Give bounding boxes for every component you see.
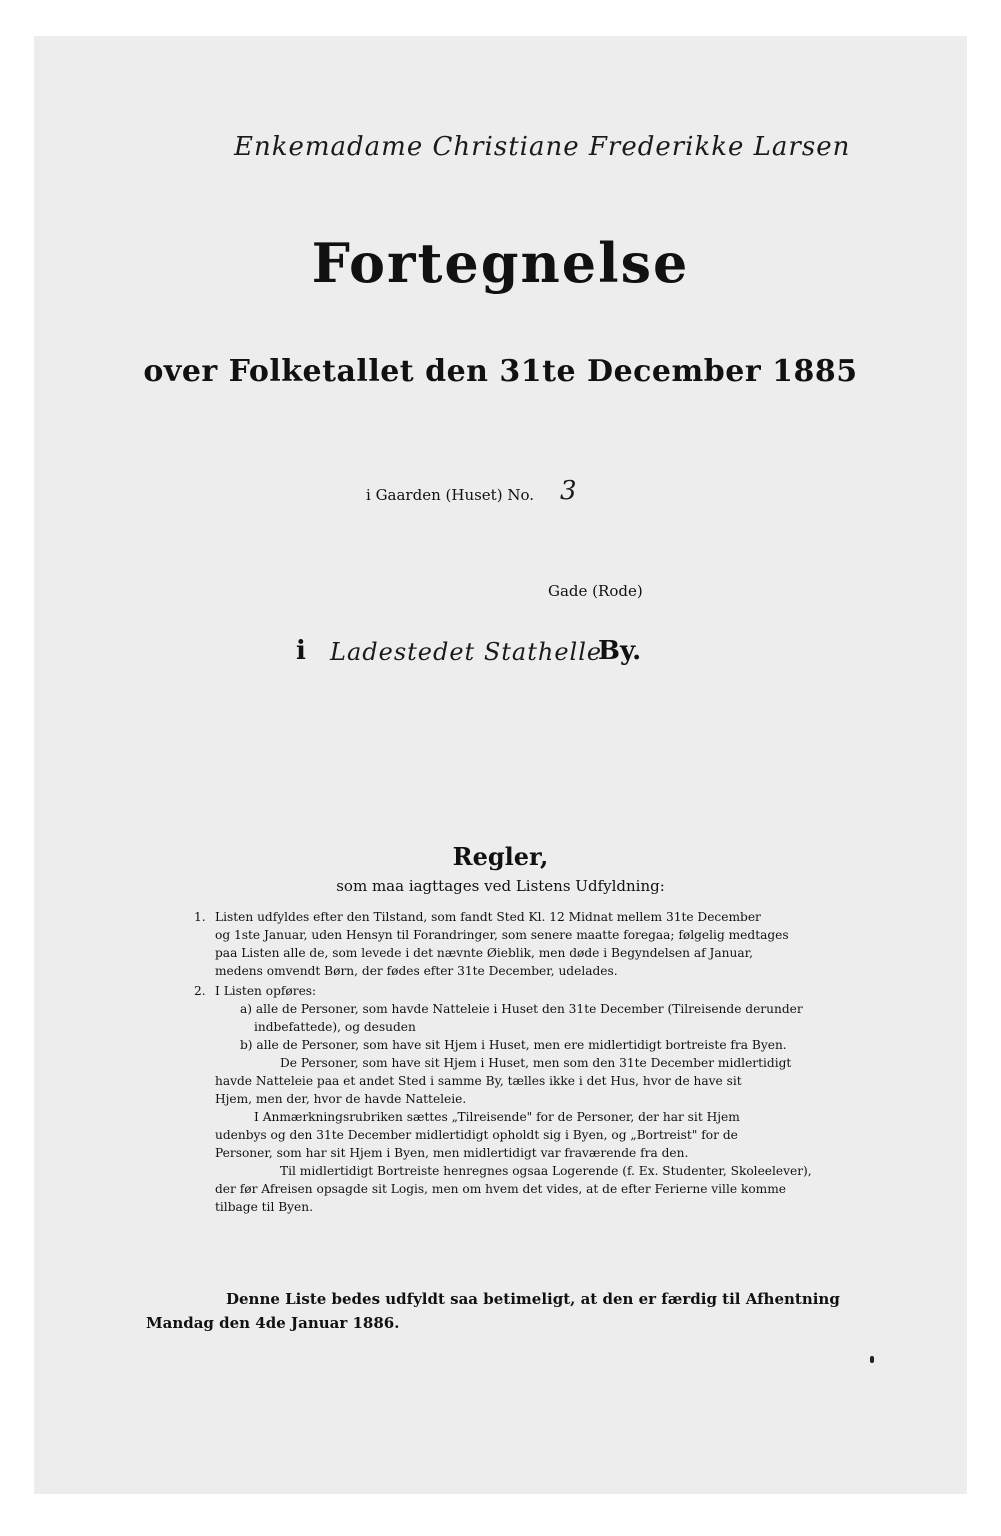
city-suffix: By. <box>598 636 642 666</box>
ink-speck <box>870 1356 874 1363</box>
rule-paragraph-line: Personer, som har sit Hjem i Byen, men midlertidigt var fraværende fra den. <box>215 1146 689 1160</box>
rule-1-number: 1. <box>194 910 206 924</box>
form-title: Fortegnelse <box>311 231 690 295</box>
gade-label: Gade (Rode) <box>548 582 643 600</box>
handwritten-house-no: 3 <box>560 476 578 506</box>
rule-paragraph-line: Hjem, men der, hvor de havde Natteleie. <box>215 1092 467 1106</box>
rule-paragraph-line: tilbage til Byen. <box>215 1200 313 1214</box>
city-prefix: i <box>296 636 306 666</box>
rule-paragraph-line: Til midlertidigt Bortreiste henregnes ogsaa Logerende (f. Ex. Studenter, Skoleelever), <box>280 1164 812 1178</box>
rule-paragraph-line: udenbys og den 31te December midlertidigt opholdt sig i Byen, og „Bortreist" for de <box>215 1128 738 1142</box>
footer-line: Denne Liste bedes udfyldt saa betimeligt, at den er færdig til Afhentning <box>226 1290 840 1308</box>
rules-subtitle: som maa iagttages ved Listens Udfyldning: <box>336 877 665 895</box>
rule-2a-line: a) alle de Personer, som havde Natteleie i Huset den 31te December (Tilreisende derunder <box>240 1002 803 1016</box>
handwritten-city: Ladestedet Stathelle <box>330 638 603 666</box>
rule-2b-line: b) alle de Personer, som have sit Hjem i Huset, men ere midlertidigt bortreiste fra Byen. <box>240 1038 787 1052</box>
rule-1-line: medens omvendt Børn, der fødes efter 31te December, udelades. <box>215 964 618 978</box>
census-form-page <box>34 36 967 1494</box>
rule-1-line: og 1ste Januar, uden Hensyn til Forandringer, som senere maatte foregaa; følgelig medtages <box>215 928 789 942</box>
rule-1-line: paa Listen alle de, som levede i det nævnte Øieblik, men døde i Begyndelsen af Januar, <box>215 946 753 960</box>
rule-1-line: Listen udfyldes efter den Tilstand, som fandt Sted Kl. 12 Midnat mellem 31te December <box>215 910 761 924</box>
footer-line: Mandag den 4de Januar 1886. <box>146 1314 400 1332</box>
gaard-label: i Gaarden (Huset) No. <box>366 486 534 504</box>
form-subtitle: over Folketallet den 31te December 1885 <box>143 354 858 389</box>
rule-paragraph-line: De Personer, som have sit Hjem i Huset, men som den 31te December midlertidigt <box>280 1056 792 1070</box>
rules-title: Regler, <box>452 842 549 871</box>
rule-paragraph-line: der før Afreisen opsagde sit Logis, men om hvem det vides, at de efter Ferierne ville komme <box>215 1182 786 1196</box>
rule-2-number: 2. <box>194 984 206 998</box>
rule-2a-line: indbefattede), og desuden <box>254 1020 416 1034</box>
handwritten-header-name: Enkemadame Christiane Frederikke Larsen <box>234 132 851 162</box>
rule-2-line: I Listen opføres: <box>215 984 317 998</box>
rule-paragraph-line: I Anmærkningsrubriken sættes „Tilreisende" for de Personer, der har sit Hjem <box>254 1110 740 1124</box>
rule-paragraph-line: havde Natteleie paa et andet Sted i samme By, tælles ikke i det Hus, hvor de have sit <box>215 1074 742 1088</box>
